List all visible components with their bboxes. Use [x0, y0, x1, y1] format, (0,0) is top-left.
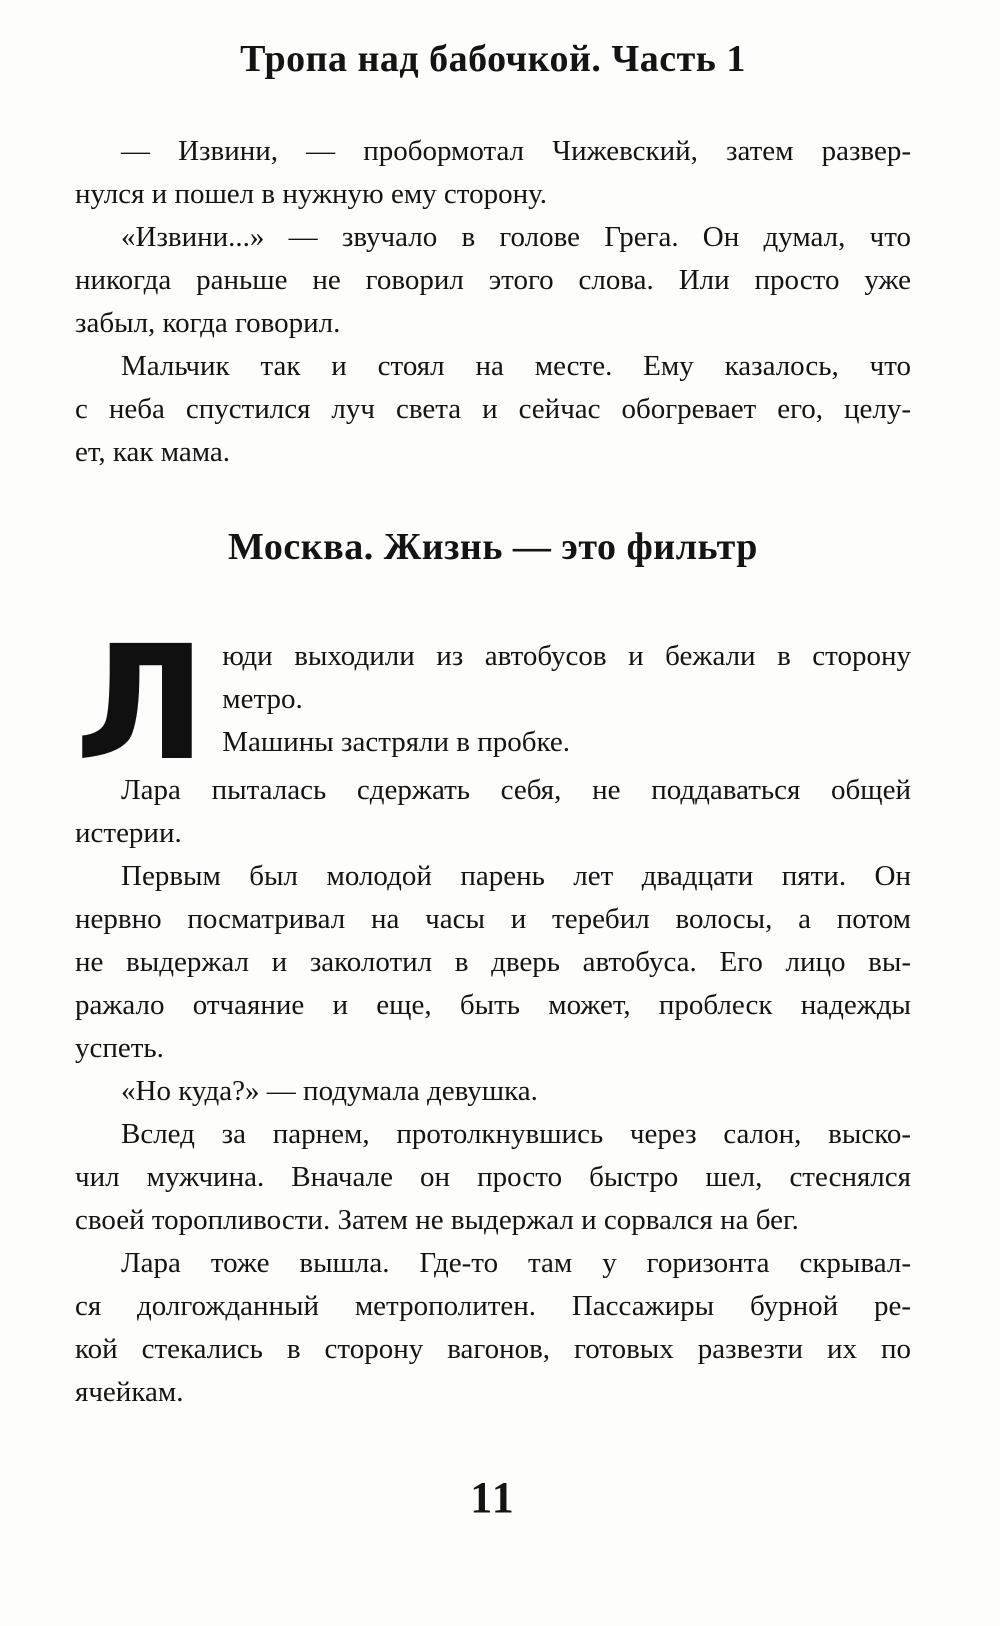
text-line: нулся и пошел в нужную ему сторону. [75, 177, 547, 210]
paragraph [75, 855, 911, 1070]
text-line: Лара пыталась сдержать себя, не поддаваться общей [121, 774, 911, 807]
text-line: Мальчик так и стоял на месте. Ему казалось, что [121, 349, 911, 382]
text-line: ячейкам. [75, 1376, 184, 1409]
text-line: забыл, когда говорил. [75, 306, 341, 339]
text-line: чил мужчина. Вначале он просто быстро шел, стеснялся [75, 1161, 911, 1194]
text-line: никогда раньше не говорил этого слова. Или просто уже [75, 263, 911, 296]
text-line: — Извини, — пробормотал Чижевский, затем развер- [121, 134, 911, 167]
text-line: «Извини...» — звучало в голове Грега. Он думал, что [121, 220, 911, 253]
text-line: успеть. [75, 1032, 164, 1065]
paragraph [75, 130, 911, 216]
drop-cap-letter: Л [75, 612, 207, 797]
body-text [75, 130, 911, 1415]
text-line: кой стекались в сторону вагонов, готовых развезти их по [75, 1333, 911, 1366]
paragraph [75, 1242, 911, 1414]
text-line: с неба спустился луч света и сейчас обогревает его, целу- [75, 392, 911, 425]
text-line: не выдержал и заколотил в дверь автобуса. Его лицо вы- [75, 946, 911, 979]
text-line: Машины застряли в пробке. [222, 726, 571, 759]
paragraph [75, 769, 911, 855]
text-line: нервно посматривал на часы и теребил волосы, а потом [75, 903, 911, 936]
text-line: метро. [222, 683, 303, 716]
text-line: Лара тоже вышла. Где-то там у горизонта скрывал- [121, 1247, 911, 1280]
section-title: Москва. Жизнь — это фильтр [228, 525, 758, 568]
text-line: юди выходили из автобусов и бежали в сторону [222, 640, 911, 673]
chapter-title: Тропа над бабочкой. Часть 1 [240, 38, 746, 80]
text-line: ет, как мама. [75, 435, 231, 468]
text-line: Первым был молодой парень лет двадцати пяти. Он [121, 860, 911, 893]
text-line: ражало отчаяние и еще, быть может, проблеск надежды [75, 989, 911, 1022]
paragraph [75, 216, 911, 345]
paragraph [75, 1070, 911, 1113]
text-line: ся долгожданный метрополитен. Пассажиры бурной ре- [75, 1290, 911, 1323]
text-line: «Но куда?» — подумала девушка. [121, 1075, 538, 1108]
text-line: Вслед за парнем, протолкнувшись через салон, выско- [121, 1118, 911, 1151]
text-line: истерии. [75, 817, 182, 850]
page-number: 11 [470, 1473, 516, 1523]
text-line: своей торопливости. Затем не выдержал и сорвался на бег. [75, 1204, 799, 1237]
paragraph [75, 1113, 911, 1242]
paragraph [75, 345, 911, 474]
